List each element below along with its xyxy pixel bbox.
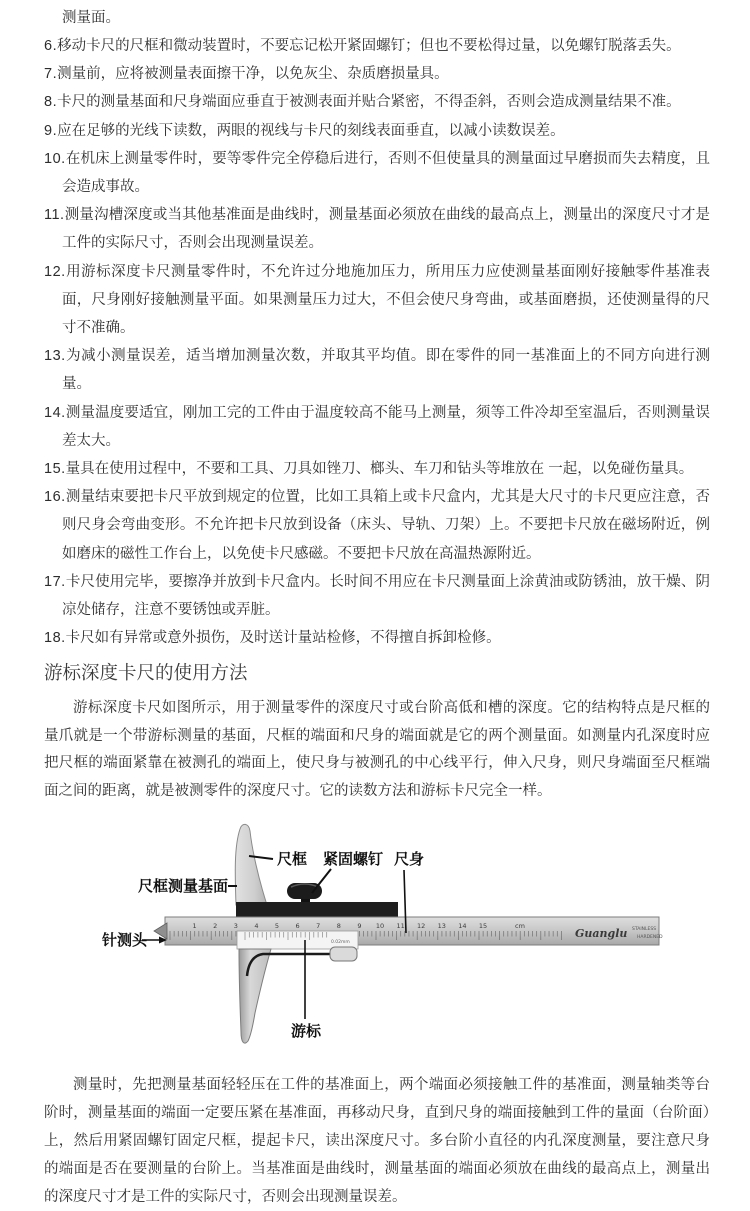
beam-brand-sub1: STAINLESS (632, 927, 657, 933)
closing-paragraph: 测量时，先把测量基面轻轻压在工件的基准面上，两个端面必须接触工件的基准面，测量轴类等台阶时，测量基面的端面一定要压紧在基准面，再移动尺身，直到尺身的端面接触到工件的量面（台阶面）上，然后用紧固螺钉固定尺框，提起卡尺，读出深度尺寸。多台阶小直径的内孔深度测量，要注意尺身的端面是否在要测量的台阶上。当基准面是曲线时，测量基面的端面必须放在曲线的最高点上，测量出的深度尺寸才是工件的实际尺寸，否则会出现测量误差。 (44, 1077, 710, 1206)
item-number: 10. (44, 150, 66, 167)
svg-text:7: 7 (316, 922, 321, 931)
svg-text:15: 15 (478, 922, 488, 931)
instruction-list (44, 32, 710, 652)
item-number: 8. (44, 94, 58, 111)
list-item (44, 88, 710, 116)
svg-text:5: 5 (274, 922, 280, 931)
item-number: 15. (44, 461, 66, 478)
svg-text:4: 4 (254, 922, 259, 931)
item-number: 14. (44, 404, 66, 421)
item-text: 为减小测量误差，适当增加测量次数，并取其平均值。即在零件的同一基准面上的不同方向进行测量。 (62, 348, 710, 393)
item-text: 卡尺的测量基面和尺身端面应垂直于被测表面并贴合紧密，不得歪斜，否则会造成测量结果不准。 (57, 94, 681, 111)
needle-tip (154, 923, 167, 939)
list-item (44, 117, 710, 145)
item-number: 9. (44, 122, 58, 139)
list-item (44, 60, 710, 88)
svg-text:11: 11 (396, 922, 405, 931)
svg-text:10: 10 (375, 922, 385, 931)
item-number: 13. (44, 348, 66, 365)
item-text: 测量温度要适宜，刚加工完的工件由于温度较高不能马上测量，须等工件冷却至室温后，否则测量误差太大。 (62, 404, 710, 449)
label-vernier: 游标 (291, 1023, 322, 1041)
item-text: 测量前，应将被测量表面擦干净，以免灰尘、杂质磨损量具。 (57, 66, 449, 83)
caliper-figure (44, 813, 710, 1055)
list-item (44, 624, 710, 652)
svg-text:12: 12 (417, 922, 426, 931)
section-heading: 游标深度卡尺的使用方法 (44, 662, 248, 684)
list-item (44, 201, 710, 257)
item-text: 量具在使用过程中，不要和工具、刀具如锉刀、榔头、车刀和钻头等堆放在 一起，以免碰伤量具。 (65, 461, 694, 478)
svg-text:cm: cm (515, 922, 525, 931)
depth-caliper-illustration (0, 813, 750, 1055)
list-item (44, 483, 710, 568)
vernier-plate (237, 931, 358, 949)
svg-text:6: 6 (295, 922, 300, 931)
svg-text:9: 9 (357, 922, 362, 931)
label-frame-measuring-face: 尺框测量基面 (138, 878, 229, 896)
item-text: 卡尺使用完毕，要擦净并放到卡尺盒内。长时间不用应在卡尺测量面上涂黄油或防锈油，放干燥、阴凉处储存，注意不要锈蚀或弄脏。 (62, 573, 710, 619)
frame-fin (235, 825, 267, 906)
item-text: 测量结束要把卡尺平放到规定的位置，比如工具箱上或卡尺盒内，尤其是大尺寸的卡尺更应注意，否则尺身会弯曲变形。不允许把卡尺放到设备（床头、导轨、刀架）上。不要把卡尺放在磁场附近，例如磨床的磁性工作台上，以免使卡尺感磁。不要把卡尺放在高温热源附近。 (62, 489, 710, 562)
list-item (44, 32, 710, 60)
svg-text:1: 1 (192, 922, 197, 931)
list-item (44, 399, 710, 455)
label-beam: 尺身 (394, 851, 425, 869)
item-number: 18. (44, 630, 66, 647)
svg-text:13: 13 (437, 922, 446, 931)
frame-leg (239, 949, 271, 1043)
item-text: 移动卡尺的尺框和微动装置时，不要忘记松开紧固螺钉；但也不要松得过量，以免螺钉脱落丢失。 (57, 38, 681, 54)
list-item (44, 455, 710, 483)
slider-band (236, 902, 398, 919)
item-text: 应在足够的光线下读数，两眼的视线与卡尺的刻线表面垂直，以减小读数误差。 (57, 122, 565, 139)
vernier-division-text: 0.02mm (331, 940, 350, 946)
list-item (44, 342, 710, 398)
intro-paragraph: 游标深度卡尺如图所示，用于测量零件的深度尺寸或台阶高低和槽的深度。它的结构特点是尺框的量爪就是一个带游标测量的基面，尺框的端面和尺身的端面就是它的两个测量面。如测量内孔深度时应把尺框的端面紧靠在被测孔的端面上，使尺身与被测孔的中心线平行，伸入尺身，则尺身端面至尺框端面之间的距离，就是被测零件的深度尺寸。它的读数方法和游标卡尺完全一样。 (44, 700, 710, 799)
svg-text:14: 14 (458, 922, 467, 931)
item-number: 17. (44, 573, 66, 590)
beam-brand-sub2: HARDENED (637, 935, 663, 941)
svg-text:2: 2 (213, 922, 218, 931)
list-item (44, 258, 710, 343)
svg-text:8: 8 (336, 922, 341, 931)
label-locking-screw: 紧固螺钉 (323, 851, 384, 869)
ruler-beam (154, 917, 663, 945)
item-number: 16. (44, 489, 66, 506)
item-text: 卡尺如有异常或意外损伤，及时送计量站检修，不得擅自拆卸检修。 (65, 630, 501, 647)
item-text: 在机床上测量零件时，要等零件完全停稳后进行，否则不但使量具的测量面过早磨损而失去精度，且会造成事故。 (62, 150, 710, 196)
item-number: 12. (44, 263, 66, 280)
label-frame: 尺框 (277, 851, 308, 869)
item-text: 测量沟槽深度或当其他基准面是曲线时，测量基面必须放在曲线的最高点上，测量出的深度尺寸才是工件的实际尺寸，否则会出现测量误差。 (62, 207, 710, 252)
slider-foot (330, 947, 357, 961)
item-number: 7. (44, 66, 58, 83)
item-number: 11. (44, 207, 65, 224)
continuation-line: 测量面。 (62, 10, 120, 26)
list-item (44, 145, 710, 201)
list-item (44, 568, 710, 624)
label-needle-probe: 针测头 (102, 932, 148, 950)
item-number: 6. (44, 38, 58, 54)
item-text: 用游标深度卡尺测量零件时，不允许过分地施加压力，所用压力应使测量基面刚好接触零件基准表面，尺身刚好接触测量平面。如果测量压力过大，不但会使尺身弯曲，或基面磨损，还使测量得的尺寸不准确。 (62, 263, 710, 337)
svg-text:3: 3 (233, 922, 238, 931)
beam-brand-text: Guanglu (575, 927, 628, 941)
